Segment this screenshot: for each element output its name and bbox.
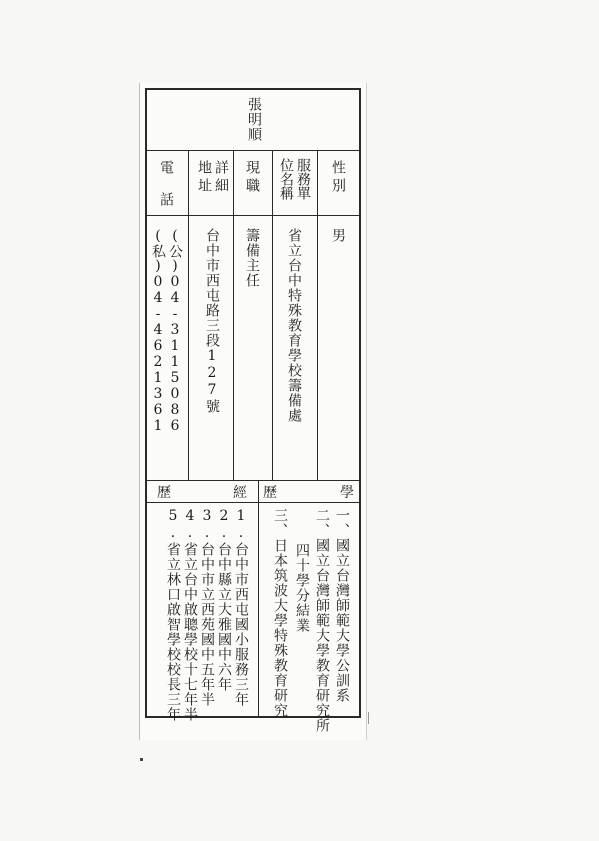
history-header-top xyxy=(145,480,361,481)
gender-value: 男 xyxy=(330,228,346,243)
column-divider-4 xyxy=(317,150,318,480)
scan-speck xyxy=(140,758,143,761)
education-item: 四十學分結業 xyxy=(294,543,310,633)
experience-item: 3.台中市立西苑國中五年半 xyxy=(199,508,215,707)
scan-speck xyxy=(368,712,369,724)
column-divider-3 xyxy=(272,150,273,480)
column-divider-1 xyxy=(188,150,189,480)
position-value: 籌備主任 xyxy=(244,228,260,288)
experience-item: 2.台中縣立大雅國中六年 xyxy=(216,508,232,692)
history-header-bottom xyxy=(145,502,361,503)
name-row-divider xyxy=(145,150,361,151)
label-row-divider xyxy=(145,215,361,216)
history-divider xyxy=(258,480,259,716)
position-label: 現職 xyxy=(244,160,260,196)
employer-label-line1: 服務單 xyxy=(295,158,311,200)
education-header-char2: 歷 xyxy=(263,485,277,501)
address-value: 台中市西屯路三段127號 xyxy=(204,228,220,414)
phone-office: (公)04-3115086 xyxy=(167,228,183,434)
person-name: 張明順 xyxy=(246,97,262,142)
education-header-char1: 學 xyxy=(340,485,354,501)
experience-header-char2: 歷 xyxy=(157,485,171,501)
education-item: 二、國立台灣師範大學教育研究所 xyxy=(314,508,330,733)
experience-item: 4.省立台中啟聰學校十七年半 xyxy=(182,508,198,722)
experience-item: 1.台中市西屯國小服務三年 xyxy=(233,508,249,707)
address-label-line2: 地址 xyxy=(196,160,212,196)
education-item: 三、日本筑波大學特殊教育研究 xyxy=(272,508,288,718)
phone-label: 電話 xyxy=(158,160,174,224)
column-divider-2 xyxy=(233,150,234,480)
gender-label: 性別 xyxy=(330,160,346,196)
experience-item: 5.省立林口啟智學校校長三年 xyxy=(165,508,181,722)
experience-header-char1: 經 xyxy=(233,485,247,501)
employer-value: 省立台中特殊教育學校籌備處 xyxy=(286,228,302,423)
employer-label-line2: 位名稱 xyxy=(278,158,294,200)
phone-home: (私)04-4621361 xyxy=(150,228,166,434)
education-item: 一、國立台灣師範大學公訓系 xyxy=(334,508,350,703)
address-label-line1: 詳細 xyxy=(213,160,229,196)
